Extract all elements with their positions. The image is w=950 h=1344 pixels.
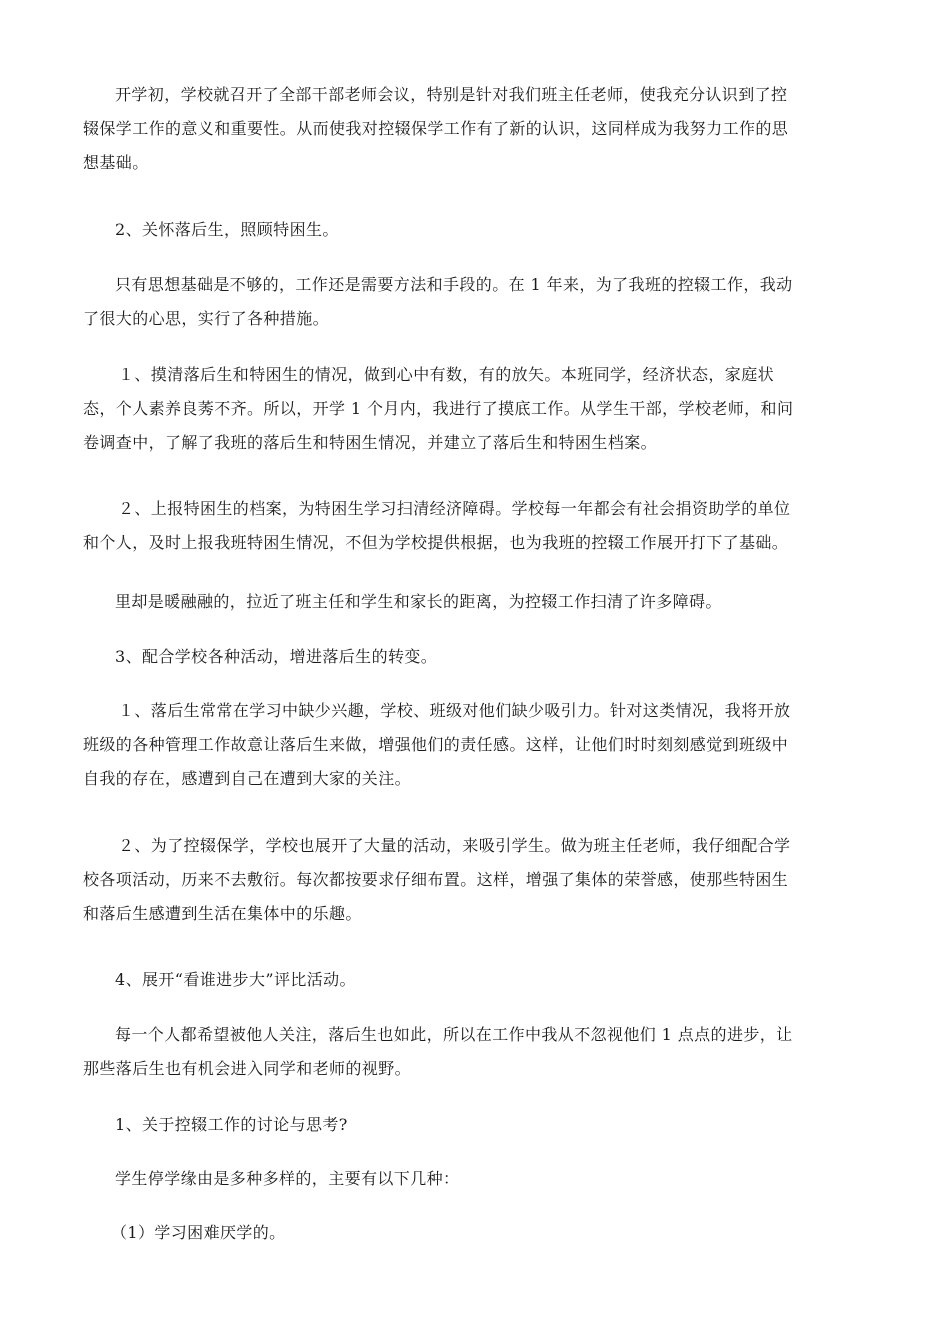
heading-care-students	[83, 213, 895, 247]
paragraph-item-1-survey	[83, 358, 898, 460]
text-line: 里却是暖融融的，拉近了班主任和学生和家长的距离，为控辍工作扫清了许多障碍。	[115, 592, 722, 611]
text-line: 每一个人都希望被他人关注，落后生也如此，所以在工作中我从不忽视他们 1 点点的进步，让	[115, 1025, 793, 1044]
text-line: 班级的各种管理工作故意让落后生来做，增强他们的责任感。这样，让他们时时刻刻感觉到班级中	[83, 735, 789, 754]
text-line: ２、为了控辍保学，学校也展开了大量的活动，来吸引学生。做为班主任老师，我仔细配合学	[118, 836, 791, 855]
text-line: １、落后生常常在学习中缺少兴趣，学校、班级对他们缺少吸引力。针对这类情况，我将开放	[118, 701, 791, 720]
paragraph-item-2-report	[83, 492, 898, 560]
text-line: （1）学习困难厌学的。	[111, 1223, 286, 1242]
text-line: 3、配合学校各种活动，增进落后生的转变。	[115, 647, 438, 666]
text-line: 4、展开“看谁进步大”评比活动。	[115, 970, 356, 989]
text-line: ２、上报特困生的档案，为特困生学习扫清经济障碍。学校每一年都会有社会捐资助学的单位	[118, 499, 791, 518]
paragraph-reasons-intro	[83, 1162, 895, 1196]
text-line: 和个人，及时上报我班特困生情况，不但为学校提供根据，也为我班的控辍工作展开打下了基础。	[83, 533, 789, 552]
text-line: 辍保学工作的意义和重要性。从而使我对控辍保学工作有了新的认识，这同样成为我努力工作的思	[83, 119, 789, 138]
text-line: 只有思想基础是不够的，工作还是需要方法和手段的。在 1 年来，为了我班的控辍工作，我动	[115, 275, 793, 294]
text-line: 和落后生感遭到生活在集体中的乐趣。	[83, 904, 362, 923]
paragraph-item-2-activities	[83, 829, 898, 931]
text-line: 2、关怀落后生，照顾特困生。	[115, 220, 339, 239]
text-line: 了很大的心思，实行了各种措施。	[83, 309, 330, 328]
paragraph-meeting	[83, 78, 895, 180]
paragraph-item-1-interest	[83, 694, 898, 796]
heading-discussion	[83, 1108, 895, 1142]
text-line: １、摸清落后生和特困生的情况，做到心中有数，有的放矢。本班同学，经济状态，家庭状	[118, 365, 775, 384]
text-line: 1、关于控辍工作的讨论与思考?	[115, 1115, 348, 1134]
text-line: 自我的存在，感遭到自己在遭到大家的关注。	[83, 769, 412, 788]
paragraph-attention	[83, 1018, 895, 1086]
text-line: 那些落后生也有机会进入同学和老师的视野。	[83, 1059, 412, 1078]
list-item-reason-1	[83, 1216, 891, 1250]
paragraph-methods	[83, 268, 895, 336]
text-line: 校各项活动，历来不去敷衍。每次都按要求仔细布置。这样，增强了集体的荣誉感，使那些特困生	[83, 870, 789, 889]
heading-progress-contest	[83, 963, 895, 997]
text-line: 态，个人素养良莠不齐。所以，开学 1 个月内，我进行了摸底工作。从学生干部，学校老师，和问	[83, 399, 794, 418]
text-line: 卷调查中，了解了我班的落后生和特困生情况，并建立了落后生和特困生档案。	[83, 433, 658, 452]
paragraph-warmth	[83, 585, 895, 619]
text-line: 学生停学缘由是多种多样的，主要有以下几种：	[115, 1169, 460, 1188]
text-line: 开学初，学校就召开了全部干部老师会议，特别是针对我们班主任老师，使我充分认识到了控	[115, 85, 788, 104]
text-line: 想基础。	[83, 153, 149, 172]
heading-school-activities	[83, 640, 895, 674]
